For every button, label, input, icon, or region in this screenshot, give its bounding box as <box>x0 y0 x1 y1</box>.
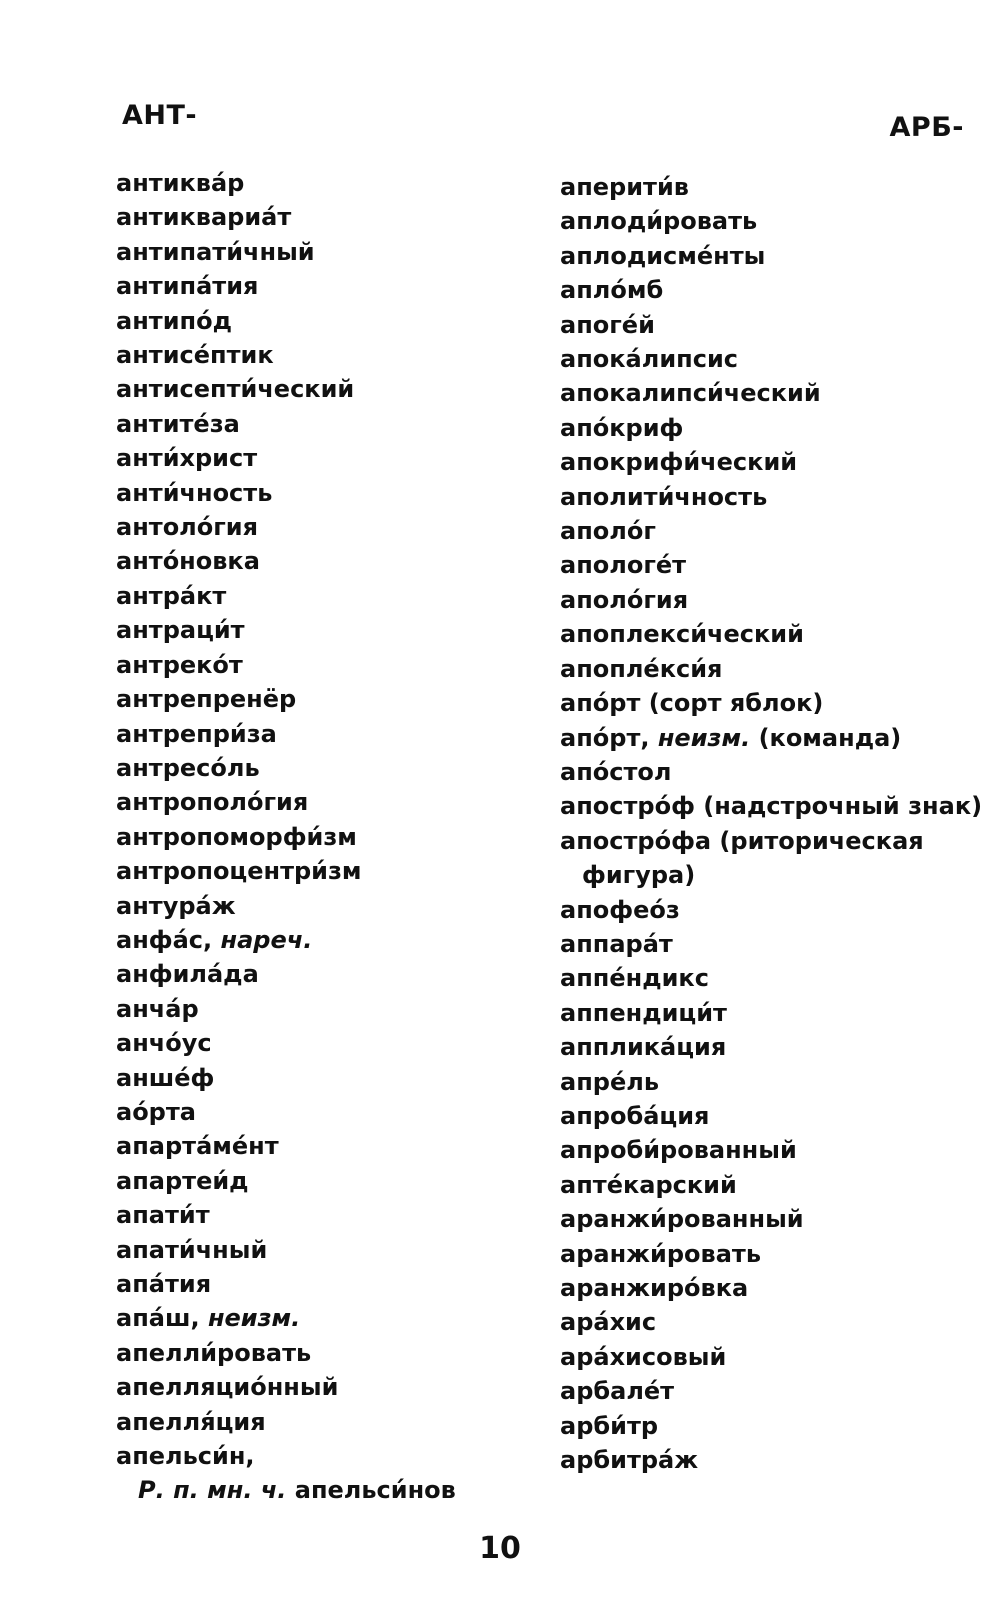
dictionary-entry <box>560 204 982 238</box>
entry-headword: анфа́с, <box>116 925 213 954</box>
entry-headword: апо́рт, <box>560 723 650 752</box>
dictionary-entry <box>116 854 456 888</box>
dictionary-entry <box>560 1340 982 1374</box>
entry-headword: арбитра́ж <box>560 1446 699 1475</box>
dictionary-entry <box>116 1370 456 1404</box>
dictionary-entry <box>560 755 982 789</box>
right-column <box>560 170 982 1477</box>
entry-headword: апостро́ф (надстрочный знак) <box>560 792 983 821</box>
dictionary-entry <box>560 1443 982 1477</box>
entry-headword: антите́за <box>116 409 240 438</box>
entry-grammar-note: неизм. <box>657 723 751 752</box>
dictionary-entry <box>560 1099 982 1133</box>
left-guide-word: АНТ- <box>122 100 198 131</box>
page-number: 10 <box>479 1531 521 1566</box>
entry-headword: апельси́нов <box>294 1476 456 1505</box>
entry-headword: апроби́рованный <box>560 1136 797 1165</box>
dictionary-entry <box>116 1267 456 1301</box>
dictionary-entry <box>116 613 456 647</box>
entry-headword: апоплекси́ческий <box>560 620 804 649</box>
entry-headword: антрепри́за <box>116 719 277 748</box>
dictionary-entry <box>560 927 982 961</box>
entry-grammar-note: Р. п. мн. ч. <box>138 1476 287 1505</box>
dictionary-entry <box>116 1301 456 1335</box>
dictionary-entry <box>116 820 456 854</box>
dictionary-entry <box>116 1336 456 1370</box>
dictionary-entry <box>116 889 456 923</box>
entry-grammar-note: нареч. <box>220 925 313 954</box>
dictionary-entry <box>116 235 456 269</box>
dictionary-entry <box>560 445 982 479</box>
dictionary-entry <box>116 1233 456 1267</box>
entry-headword: апре́ль <box>560 1067 659 1096</box>
entry-headword: антипа́тия <box>116 272 259 301</box>
entry-headword: анти́чность <box>116 478 273 507</box>
entry-headword: аппендици́т <box>560 998 727 1027</box>
dictionary-entry <box>116 1473 456 1507</box>
dictionary-entry <box>116 717 456 751</box>
dictionary-entry <box>116 200 456 234</box>
entry-headword: антропоморфи́зм <box>116 822 357 851</box>
dictionary-entry <box>560 1168 982 1202</box>
dictionary-entry <box>116 441 456 475</box>
entry-headword: аполити́чность <box>560 482 768 511</box>
entry-headword: антипо́д <box>116 306 232 335</box>
entry-headword: аранжи́ровать <box>560 1239 761 1268</box>
dictionary-entry <box>116 1061 456 1095</box>
entry-headword: аплоди́ровать <box>560 207 758 236</box>
entry-headword: ара́хис <box>560 1308 657 1337</box>
dictionary-entry <box>116 407 456 441</box>
dictionary-entry <box>116 1164 456 1198</box>
entry-headword: антропоцентри́зм <box>116 857 362 886</box>
dictionary-entry <box>116 751 456 785</box>
dictionary-entry <box>116 1198 456 1232</box>
dictionary-entry <box>560 686 982 720</box>
entry-headword: апофео́з <box>560 895 680 924</box>
dictionary-entry <box>116 1095 456 1129</box>
entry-headword: антисепти́ческий <box>116 375 355 404</box>
dictionary-entry <box>116 269 456 303</box>
entry-headword: аппе́ндикс <box>560 964 709 993</box>
dictionary-entry <box>116 338 456 372</box>
entry-headword: антрополо́гия <box>116 788 309 817</box>
entry-headword: антиква́р <box>116 169 245 197</box>
entry-headword: антреко́т <box>116 650 243 679</box>
entry-headword: антоло́гия <box>116 513 259 542</box>
entry-headword: апартеи́д <box>116 1166 249 1195</box>
dictionary-entry <box>116 682 456 716</box>
entry-headword: анчо́ус <box>116 1029 212 1058</box>
entry-headword: апплика́ция <box>560 1033 727 1062</box>
dictionary-entry <box>116 648 456 682</box>
entry-headword: апо́рт (сорт яблок) <box>560 689 824 718</box>
entry-headword: ао́рта <box>116 1097 196 1126</box>
entry-headword: антраци́т <box>116 616 245 645</box>
dictionary-entry <box>560 1271 982 1305</box>
dictionary-entry <box>560 1409 982 1443</box>
entry-headword: аппара́т <box>560 929 673 958</box>
entry-headword: апа́тия <box>116 1270 212 1298</box>
entry-grammar-note: неизм. <box>207 1304 301 1333</box>
dictionary-entry <box>560 652 982 686</box>
entry-headword: апарта́ме́нт <box>116 1132 279 1161</box>
entry-headword: ара́хисовый <box>560 1342 727 1371</box>
dictionary-entry <box>560 1305 982 1339</box>
entry-headword: апо́криф <box>560 413 684 442</box>
entry-headword: апоге́й <box>560 310 655 339</box>
dictionary-entry <box>560 170 982 204</box>
dictionary-entry <box>116 544 456 578</box>
entry-headword: антисе́птик <box>116 341 274 370</box>
dictionary-entry <box>560 824 982 858</box>
entry-headword: аперити́в <box>560 173 689 201</box>
dictionary-entry <box>560 789 982 823</box>
dictionary-entry <box>560 617 982 651</box>
left-column <box>116 166 456 1508</box>
entry-headword: апопле́кси́я <box>560 654 723 683</box>
entry-headword: апельси́н, <box>116 1442 255 1471</box>
entry-headword: апло́мб <box>560 276 664 305</box>
entry-headword: арби́тр <box>560 1411 659 1440</box>
dictionary-entry <box>116 1439 456 1473</box>
entry-headword: апроба́ция <box>560 1101 710 1130</box>
dictionary-entry <box>560 514 982 548</box>
entry-headword: апелляцио́нный <box>116 1373 339 1402</box>
entry-headword: апелля́ция <box>116 1407 266 1436</box>
entry-headword: апока́липсис <box>560 345 738 374</box>
entry-headword: (команда) <box>758 723 902 752</box>
entry-headword: антипати́чный <box>116 237 315 266</box>
dictionary-entry <box>560 583 982 617</box>
entry-headword: апа́ш, <box>116 1304 200 1333</box>
entry-headword: антра́кт <box>116 581 227 610</box>
entry-headword: анфила́да <box>116 960 259 989</box>
entry-headword: аполо́гия <box>560 585 689 614</box>
entry-headword: аранжи́рованный <box>560 1205 804 1234</box>
dictionary-entry <box>116 510 456 544</box>
dictionary-entry <box>560 893 982 927</box>
dictionary-entry <box>116 1405 456 1439</box>
entry-headword: апологе́т <box>560 551 687 580</box>
right-guide-word: АРБ- <box>889 112 964 143</box>
entry-headword: анча́р <box>116 994 199 1023</box>
entry-headword: апостро́фа (риторическая <box>560 826 924 855</box>
dictionary-entry <box>560 858 982 892</box>
entry-headword: аранжиро́вка <box>560 1274 749 1302</box>
entry-headword: апати́чный <box>116 1235 268 1264</box>
dictionary-entry <box>560 239 982 273</box>
dictionary-entry <box>560 308 982 342</box>
dictionary-entry <box>560 1030 982 1064</box>
dictionary-entry <box>560 376 982 410</box>
entry-headword: апокрифи́ческий <box>560 448 798 477</box>
entry-headword: апте́карский <box>560 1170 737 1199</box>
entry-headword: антрепренёр <box>116 685 297 714</box>
dictionary-entry <box>116 372 456 406</box>
dictionary-entry <box>560 548 982 582</box>
entry-headword: апокалипси́ческий <box>560 379 821 408</box>
dictionary-entry <box>560 961 982 995</box>
entry-headword: апо́стол <box>560 757 672 786</box>
dictionary-entry <box>560 996 982 1030</box>
dictionary-entry <box>560 480 982 514</box>
dictionary-entry <box>560 342 982 376</box>
dictionary-entry <box>116 957 456 991</box>
dictionary-entry <box>560 411 982 445</box>
dictionary-entry <box>560 721 982 755</box>
entry-headword: арбале́т <box>560 1377 675 1406</box>
entry-headword: апати́т <box>116 1201 210 1230</box>
entry-headword: антура́ж <box>116 891 236 920</box>
entry-headword: апелли́ровать <box>116 1338 312 1367</box>
dictionary-entry <box>560 1202 982 1236</box>
entry-headword: аплодисме́нты <box>560 241 766 270</box>
entry-headword: антиквариа́т <box>116 203 292 232</box>
entry-headword: анти́христ <box>116 444 258 473</box>
dictionary-entry <box>116 166 456 200</box>
dictionary-entry <box>116 923 456 957</box>
entry-headword: аполо́г <box>560 517 656 546</box>
dictionary-entry <box>116 1026 456 1060</box>
entry-headword: антресо́ль <box>116 753 260 782</box>
dictionary-entry <box>560 273 982 307</box>
dictionary-entry <box>116 1129 456 1163</box>
dictionary-entry <box>560 1065 982 1099</box>
entry-headword: анше́ф <box>116 1063 215 1092</box>
dictionary-entry <box>116 785 456 819</box>
entry-headword: фигура) <box>582 861 696 890</box>
dictionary-entry <box>560 1133 982 1167</box>
dictionary-entry <box>116 992 456 1026</box>
dictionary-entry <box>116 476 456 510</box>
entry-headword: анто́новка <box>116 547 260 576</box>
dictionary-entry <box>560 1237 982 1271</box>
dictionary-entry <box>116 304 456 338</box>
dictionary-entry <box>116 579 456 613</box>
dictionary-entry <box>560 1374 982 1408</box>
